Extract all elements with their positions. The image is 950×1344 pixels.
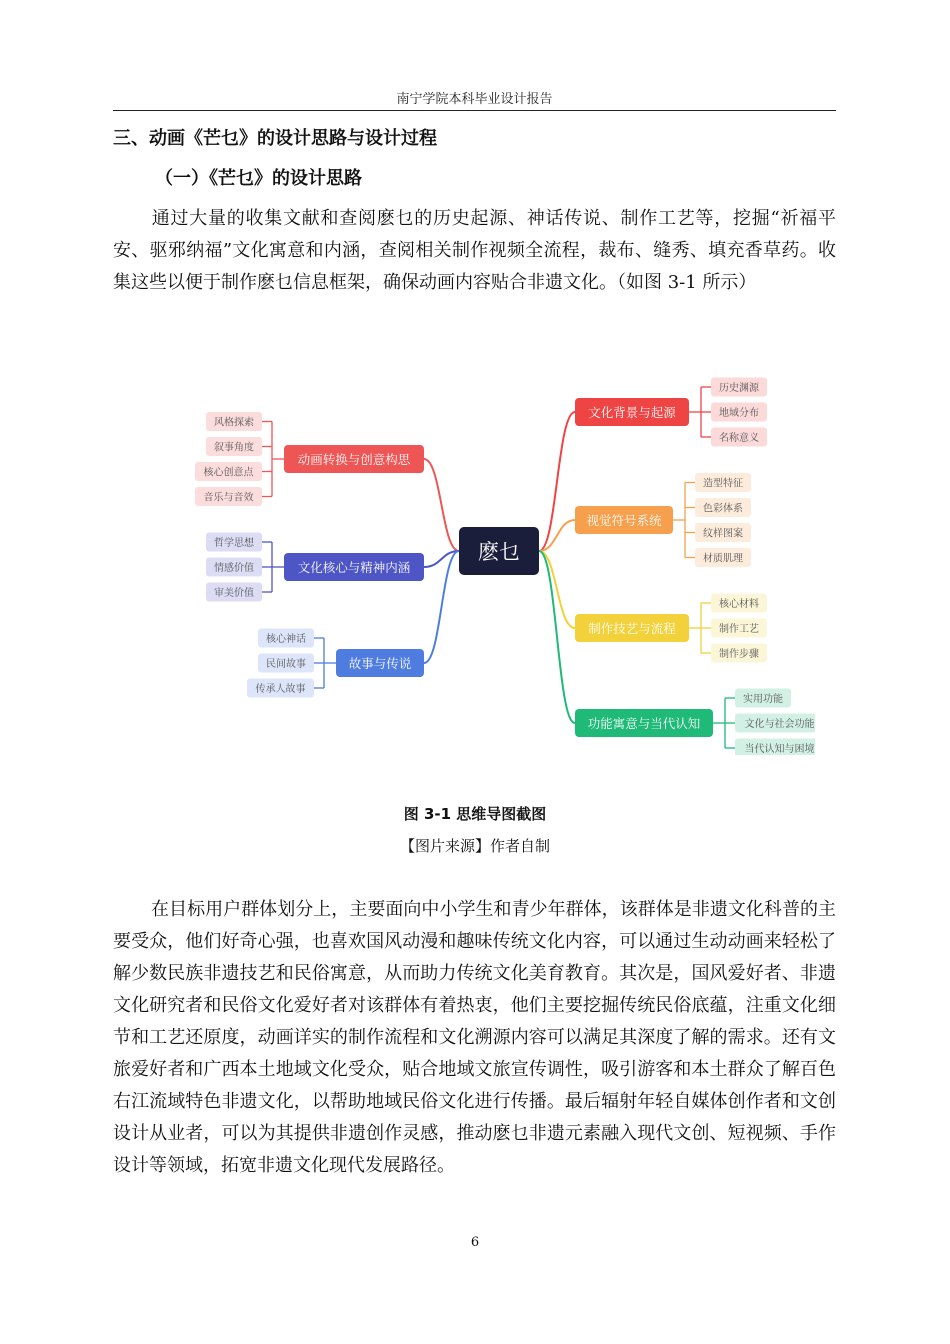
- header-divider: [113, 110, 836, 111]
- leaf-label: 造型特征: [703, 478, 743, 490]
- leaf-label: 情感价值: [214, 563, 254, 574]
- paragraph-1-text: 通过大量的收集文献和查阅麽乜的历史起源、神话传说、制作工艺等，挖掘“祈福平安、驱邪纳福”文化寓意和内涵，查阅相关制作视频全流程，裁布、缝秀、填充香草药。收集这些以便于制作麽乜信息框架，确保动画内容贴合非遗文化。（如图 3-1 所示）: [113, 208, 836, 293]
- figure-caption: 图 3-1 思维导图截图: [403, 805, 547, 823]
- leaf-label: 地域分布: [719, 408, 759, 419]
- leaf-label: 制作步骤: [719, 649, 759, 660]
- mind-map-branch: [539, 551, 815, 755]
- branch-connector: [424, 459, 459, 551]
- page-number: 6: [470, 1235, 480, 1250]
- leaf-label: 历史渊源: [719, 383, 759, 394]
- section-heading: 三、动画《芒乜》的设计思路与设计过程: [113, 128, 437, 149]
- mind-map-branch: [206, 533, 459, 602]
- leaf-label: 色彩体系: [703, 503, 743, 515]
- branch-label: 功能寓意与当代认知: [587, 716, 701, 731]
- branch-label: 故事与传说: [348, 656, 412, 671]
- mind-map-center-label: 麽乜: [478, 540, 520, 564]
- mind-map-branch: [195, 412, 459, 551]
- paragraph-target-users: [113, 894, 836, 1182]
- paragraph-2-text: 在目标用户群体划分上，主要面向中小学生和青少年群体，该群体是非遗文化科普的主要受众，他们好奇心强，也喜欢国风动漫和趣味传统文化内容，可以通过生动动画来轻松了解少数民族非遗技艺和民俗寓意，从而助力传统文化美育教育。其次是，国风爱好者、非遗文化研究者和民俗文化爱好者对该群体有着热衷，他们主要挖掘传统民俗底蕴，注重文化细节和工艺还原度，动画详实的制作流程和文化溯源内容可以满足其深度了解的需求。还有文旅爱好者和广西本土地域文化受众，贴合地域文旅宣传调性，吸引游客和本土群众了解百色右江流域特色非遗文化，以帮助地域民俗文化进行传播。最后辐射年轻自媒体创作者和文创设计从业者，可以为其提供非遗创作灵感，推动麽乜非遗元素融入现代文创、短视频、手作设计等领域，拓宽非遗文化现代发展路径。: [113, 899, 836, 1176]
- leaf-label: 纹样图案: [703, 528, 743, 540]
- leaf-label: 哲学思想: [214, 538, 254, 549]
- branch-label: 文化核心与精神内涵: [297, 560, 411, 575]
- leaf-label: 审美价值: [214, 588, 254, 599]
- paragraph-design-ideas: [113, 203, 836, 299]
- leaf-label: 实用功能: [743, 694, 783, 705]
- leaf-label: 核心神话: [266, 634, 306, 645]
- page-header: 南宁学院本科毕业设计报告: [396, 92, 553, 107]
- branch-connector: [539, 412, 575, 551]
- branch-label: 视觉符号系统: [586, 513, 662, 528]
- leaf-label: 当代认知与困境: [744, 744, 815, 755]
- mind-map-branch: [539, 473, 751, 567]
- leaf-label: 材质肌理: [703, 553, 743, 565]
- branch-connector: [539, 551, 575, 723]
- leaf-label: 名称意义: [719, 433, 759, 444]
- leaf-label: 核心材料: [719, 599, 759, 610]
- leaf-label: 风格探索: [214, 417, 254, 429]
- mind-map-branch: [539, 551, 767, 663]
- leaf-label: 制作工艺: [719, 624, 759, 635]
- subsection-heading: （一）《芒乜》的设计思路: [155, 168, 362, 189]
- mind-map-figure: [195, 355, 815, 755]
- branch-label: 动画转换与创意构思: [297, 452, 411, 467]
- branch-connector: [539, 551, 575, 628]
- leaf-label: 民间故事: [266, 659, 306, 670]
- leaf-label: 传承人故事: [255, 684, 306, 695]
- branch-label: 文化背景与起源: [588, 405, 676, 420]
- leaf-label: 叙事角度: [214, 442, 254, 454]
- leaf-label: 核心创意点: [203, 467, 254, 479]
- branch-label: 制作技艺与流程: [588, 621, 676, 636]
- branch-connector: [424, 551, 459, 663]
- leaf-label: 文化与社会功能: [744, 719, 815, 730]
- figure-source: 【图片来源】作者自制: [399, 837, 550, 855]
- leaf-label: 音乐与音效: [203, 492, 254, 504]
- mind-map-center-node: [459, 527, 539, 575]
